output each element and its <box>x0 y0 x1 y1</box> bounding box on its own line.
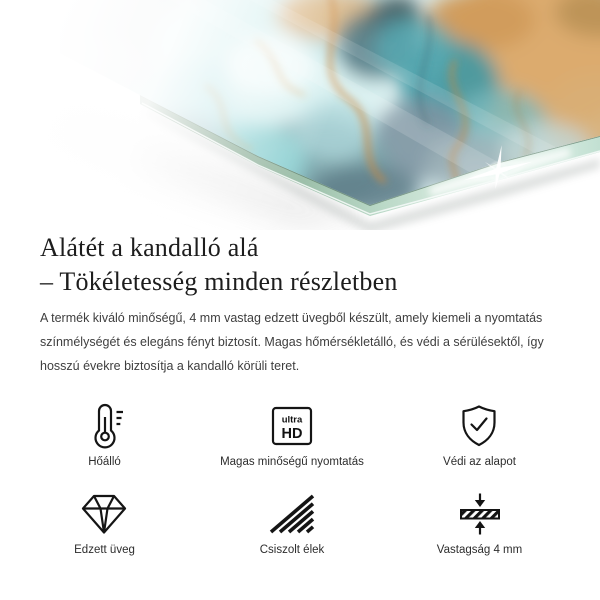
diamond-icon <box>80 491 128 537</box>
title-line-1: Alátét a kandalló alá <box>40 233 259 262</box>
feature-label: Vastagság 4 mm <box>436 544 523 556</box>
product-image <box>0 0 600 230</box>
ultra-hd-icon <box>270 403 314 449</box>
description-line: hosszú évekre biztosítja a kandalló körüli teret. <box>40 359 300 373</box>
glass-panel-art <box>0 0 600 230</box>
feature-label: Csiszolt élek <box>259 544 325 556</box>
description-line: A termék kiváló minőségű, 4 mm vastag edzett üvegből készült, amely kiemeli a nyomtatás <box>40 311 543 325</box>
feature-label: Edzett üveg <box>74 544 135 556</box>
feature-label: Hőálló <box>88 456 121 468</box>
feature-item <box>437 491 522 558</box>
feature-item <box>260 491 325 558</box>
product-description <box>40 306 544 378</box>
shield-check-icon <box>457 403 501 449</box>
svg-text:ultra: ultra <box>281 414 303 426</box>
feature-item <box>82 403 128 470</box>
svg-text:HD: HD <box>281 426 303 442</box>
beveled-edge-icon <box>269 491 315 537</box>
title-line-2: – Tökéletesség minden részletben <box>40 267 398 296</box>
feature-label: Magas minőségű nyomtatás <box>220 456 364 468</box>
thermometer-icon <box>82 403 128 449</box>
thickness-4mm-icon <box>457 491 503 537</box>
feature-item <box>443 403 516 470</box>
feature-label: Védi az alapot <box>443 456 516 468</box>
description-line: színmélységét és elegáns fényt biztosít. Magas hőmérsékletálló, és védi a sérülésektől, így <box>40 335 544 349</box>
feature-item <box>74 491 135 558</box>
page-title <box>40 231 398 299</box>
features-grid <box>11 403 573 558</box>
feature-item <box>220 403 364 470</box>
